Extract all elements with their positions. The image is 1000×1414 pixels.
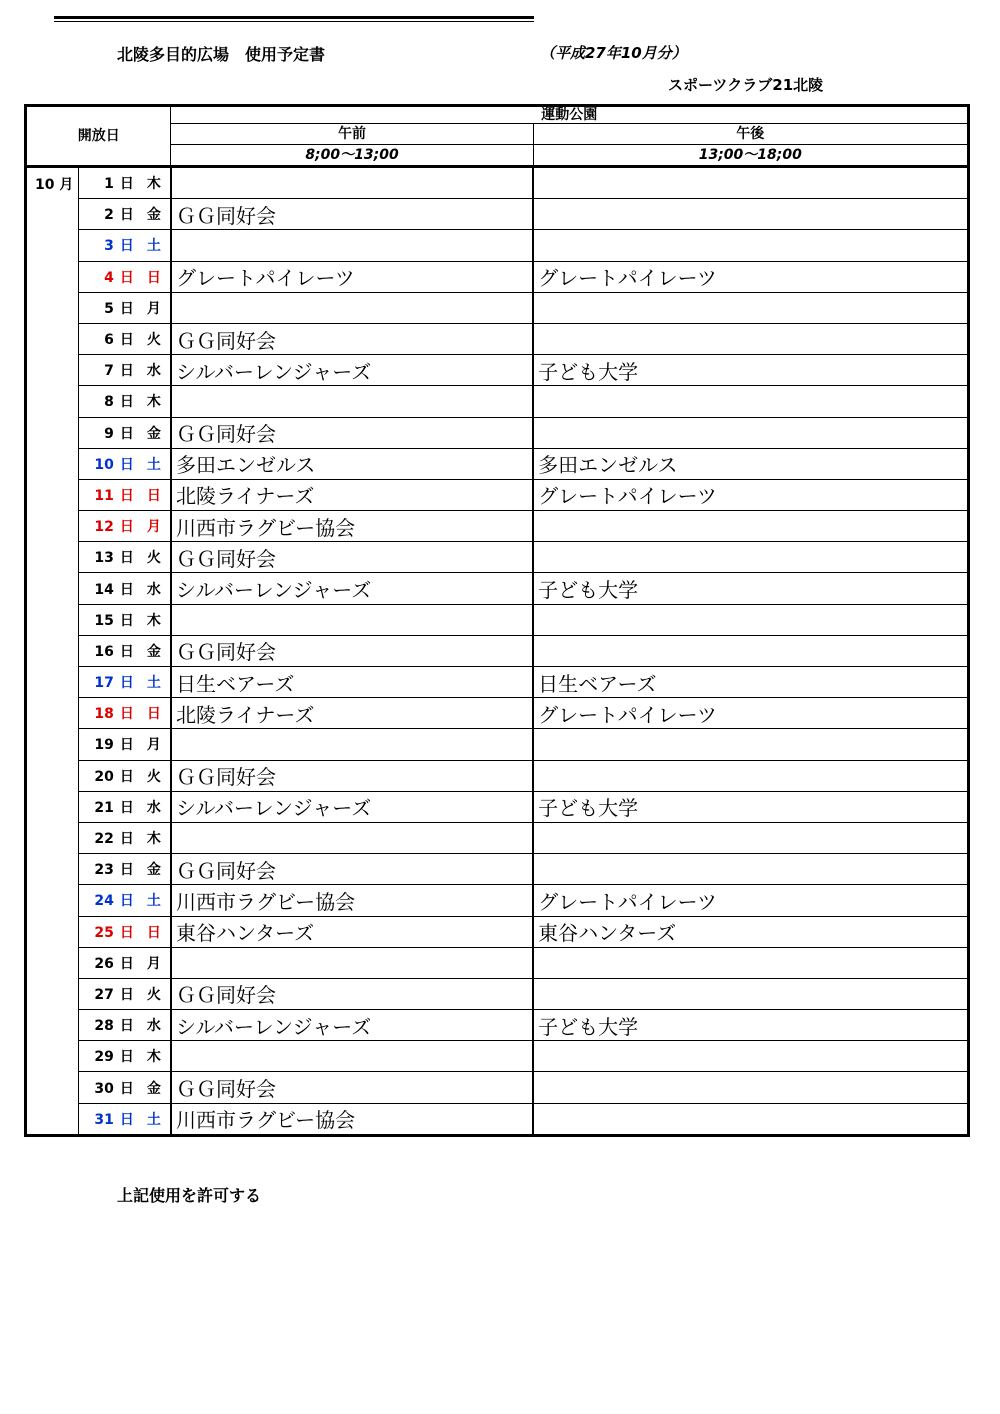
am-booking-cell: 東谷ハンターズ (171, 916, 533, 947)
schedule-row (26, 947, 969, 978)
pm-booking-cell: 日生ベアーズ (533, 667, 968, 698)
day-cell (79, 323, 138, 354)
schedule-row (26, 479, 969, 510)
day-suffix: 日 (119, 986, 134, 1003)
weekday-cell: 金 (138, 199, 171, 230)
header-pm-time: 13;00～18;00 (533, 145, 968, 167)
pm-booking-cell: グレートパイレーツ (533, 698, 968, 729)
day-number: 18 (94, 706, 114, 723)
pm-booking-cell (533, 199, 968, 230)
day-cell (79, 417, 138, 448)
day-number: 3 (104, 238, 114, 255)
pm-booking-cell: グレートパイレーツ (533, 885, 968, 916)
schedule-row (26, 167, 969, 199)
day-suffix: 日 (119, 269, 134, 286)
day-suffix: 日 (119, 768, 134, 785)
pm-booking-cell (533, 1041, 968, 1072)
day-suffix: 日 (119, 612, 134, 629)
top-rule (54, 16, 534, 19)
schedule-row (26, 698, 969, 729)
schedule-row (26, 604, 969, 635)
header-open-day: 開放日 (26, 106, 171, 167)
day-suffix: 日 (119, 487, 134, 504)
am-booking-cell: ＧＧ同好会 (171, 635, 533, 666)
day-number: 11 (94, 487, 114, 504)
header-row-venue (26, 106, 969, 124)
weekday-cell: 土 (138, 885, 171, 916)
day-cell (79, 1072, 138, 1103)
day-number: 15 (94, 612, 114, 629)
weekday-cell: 日 (138, 479, 171, 510)
weekday-cell: 月 (138, 292, 171, 323)
schedule-row (26, 573, 969, 604)
day-suffix: 日 (119, 893, 134, 910)
weekday-cell: 土 (138, 230, 171, 261)
pm-booking-cell (533, 292, 968, 323)
day-number: 14 (94, 581, 114, 598)
am-booking-cell: シルバーレンジャーズ (171, 1010, 533, 1041)
schedule-row (26, 854, 969, 885)
schedule-row (26, 885, 969, 916)
am-booking-cell (171, 292, 533, 323)
weekday-cell: 月 (138, 511, 171, 542)
schedule-row (26, 199, 969, 230)
day-suffix: 日 (119, 643, 134, 660)
am-booking-cell: 川西市ラグビー協会 (171, 1103, 533, 1135)
am-booking-cell: ＧＧ同好会 (171, 978, 533, 1009)
day-suffix: 日 (119, 1080, 134, 1097)
day-number: 16 (94, 643, 114, 660)
day-cell (79, 667, 138, 698)
weekday-cell: 木 (138, 386, 171, 417)
pm-booking-cell: 子ども大学 (533, 791, 968, 822)
am-booking-cell: 多田エンゼルス (171, 448, 533, 479)
day-cell (79, 1041, 138, 1072)
day-suffix: 日 (119, 238, 134, 255)
day-cell (79, 854, 138, 885)
am-booking-cell: ＧＧ同好会 (171, 542, 533, 573)
day-cell (79, 511, 138, 542)
schedule-row (26, 729, 969, 760)
day-suffix: 日 (119, 862, 134, 879)
schedule-row (26, 417, 969, 448)
day-number: 6 (104, 332, 114, 349)
am-booking-cell: 日生ベアーズ (171, 667, 533, 698)
day-number: 28 (94, 1018, 114, 1035)
am-booking-cell (171, 604, 533, 635)
pm-booking-cell: 多田エンゼルス (533, 448, 968, 479)
header-venue: 運動公園 (171, 106, 969, 124)
day-suffix: 日 (119, 207, 134, 224)
am-booking-cell (171, 822, 533, 853)
weekday-cell: 日 (138, 698, 171, 729)
day-suffix: 日 (119, 675, 134, 692)
day-number: 1 (104, 176, 114, 193)
schedule-row (26, 511, 969, 542)
pm-booking-cell (533, 511, 968, 542)
day-number: 24 (94, 893, 114, 910)
weekday-cell: 木 (138, 167, 171, 199)
weekday-cell: 木 (138, 604, 171, 635)
pm-booking-cell (533, 167, 968, 199)
weekday-cell: 火 (138, 978, 171, 1009)
weekday-cell: 日 (138, 261, 171, 292)
day-cell (79, 947, 138, 978)
day-suffix: 日 (119, 363, 134, 380)
day-cell (79, 292, 138, 323)
am-booking-cell: 北陵ライナーズ (171, 479, 533, 510)
am-booking-cell: ＧＧ同好会 (171, 323, 533, 354)
weekday-cell: 木 (138, 822, 171, 853)
day-number: 21 (94, 799, 114, 816)
day-cell (79, 760, 138, 791)
day-cell (79, 448, 138, 479)
day-number: 25 (94, 924, 114, 941)
weekday-cell: 土 (138, 1103, 171, 1135)
pm-booking-cell (533, 978, 968, 1009)
schedule-row (26, 448, 969, 479)
schedule-row (26, 261, 969, 292)
day-cell (79, 355, 138, 386)
pm-booking-cell: 子ども大学 (533, 573, 968, 604)
day-number: 19 (94, 737, 114, 754)
schedule-row (26, 386, 969, 417)
weekday-cell: 日 (138, 916, 171, 947)
am-booking-cell: ＧＧ同好会 (171, 854, 533, 885)
day-cell (79, 261, 138, 292)
approval-note: 上記使用を許可する (117, 1186, 262, 1205)
pm-booking-cell: 子ども大学 (533, 1010, 968, 1041)
pm-booking-cell (533, 542, 968, 573)
day-suffix: 日 (119, 394, 134, 411)
pm-booking-cell (533, 386, 968, 417)
pm-booking-cell: グレートパイレーツ (533, 261, 968, 292)
header-am: 午前 (171, 124, 533, 145)
day-suffix: 日 (119, 955, 134, 972)
day-number: 20 (94, 768, 114, 785)
top-rule-thin (54, 21, 534, 22)
am-booking-cell: シルバーレンジャーズ (171, 355, 533, 386)
day-suffix: 日 (119, 300, 134, 317)
pm-booking-cell (533, 760, 968, 791)
day-suffix: 日 (119, 1018, 134, 1035)
day-suffix: 日 (119, 519, 134, 536)
weekday-cell: 土 (138, 448, 171, 479)
pm-booking-cell: 東谷ハンターズ (533, 916, 968, 947)
page-title: 北陵多目的広場 使用予定書 (117, 45, 326, 64)
pm-booking-cell: 子ども大学 (533, 355, 968, 386)
am-booking-cell (171, 947, 533, 978)
am-booking-cell: 北陵ライナーズ (171, 698, 533, 729)
schedule-table (24, 104, 970, 1137)
day-number: 22 (94, 831, 114, 848)
organization-name: スポーツクラブ21北陵 (668, 76, 824, 94)
day-suffix: 日 (119, 831, 134, 848)
day-suffix: 日 (119, 799, 134, 816)
day-number: 31 (94, 1111, 114, 1128)
schedule-row (26, 916, 969, 947)
day-number: 23 (94, 862, 114, 879)
am-booking-cell: ＧＧ同好会 (171, 760, 533, 791)
pm-booking-cell (533, 854, 968, 885)
day-cell (79, 916, 138, 947)
pm-booking-cell (533, 635, 968, 666)
am-booking-cell (171, 386, 533, 417)
period-label: （平成27年10月分） (540, 44, 687, 62)
day-cell (79, 1010, 138, 1041)
weekday-cell: 水 (138, 791, 171, 822)
day-cell (79, 698, 138, 729)
schedule-row (26, 1041, 969, 1072)
schedule-row (26, 1010, 969, 1041)
schedule-row (26, 822, 969, 853)
day-suffix: 日 (119, 332, 134, 349)
day-suffix: 日 (119, 456, 134, 473)
schedule-row (26, 230, 969, 261)
day-cell (79, 1103, 138, 1135)
am-booking-cell: ＧＧ同好会 (171, 1072, 533, 1103)
day-number: 30 (94, 1080, 114, 1097)
schedule-row (26, 635, 969, 666)
day-suffix: 日 (119, 176, 134, 193)
pm-booking-cell (533, 729, 968, 760)
day-number: 2 (104, 207, 114, 224)
day-number: 8 (104, 394, 114, 411)
day-number: 17 (94, 675, 114, 692)
day-suffix: 日 (119, 1111, 134, 1128)
am-booking-cell (171, 1041, 533, 1072)
day-cell (79, 479, 138, 510)
day-suffix: 日 (119, 737, 134, 754)
day-number: 7 (104, 363, 114, 380)
day-suffix: 日 (119, 550, 134, 567)
schedule-row (26, 760, 969, 791)
weekday-cell: 火 (138, 323, 171, 354)
day-number: 13 (94, 550, 114, 567)
header-pm: 午後 (533, 124, 968, 145)
day-cell (79, 885, 138, 916)
am-booking-cell: ＧＧ同好会 (171, 199, 533, 230)
day-cell (79, 542, 138, 573)
weekday-cell: 火 (138, 760, 171, 791)
weekday-cell: 金 (138, 1072, 171, 1103)
schedule-row (26, 292, 969, 323)
pm-booking-cell (533, 822, 968, 853)
am-booking-cell: 川西市ラグビー協会 (171, 885, 533, 916)
am-booking-cell (171, 729, 533, 760)
am-booking-cell: シルバーレンジャーズ (171, 573, 533, 604)
day-number: 9 (104, 425, 114, 442)
weekday-cell: 水 (138, 355, 171, 386)
day-cell (79, 822, 138, 853)
schedule-row (26, 791, 969, 822)
day-number: 12 (94, 519, 114, 536)
am-booking-cell: グレートパイレーツ (171, 261, 533, 292)
schedule-row (26, 542, 969, 573)
weekday-cell: 月 (138, 729, 171, 760)
pm-booking-cell (533, 947, 968, 978)
weekday-cell: 金 (138, 854, 171, 885)
day-number: 4 (104, 269, 114, 286)
schedule-row (26, 1103, 969, 1135)
pm-booking-cell: グレートパイレーツ (533, 479, 968, 510)
day-cell (79, 386, 138, 417)
day-number: 26 (94, 955, 114, 972)
weekday-cell: 金 (138, 417, 171, 448)
day-cell (79, 635, 138, 666)
schedule-row (26, 355, 969, 386)
schedule-row (26, 323, 969, 354)
day-suffix: 日 (119, 581, 134, 598)
day-number: 10 (94, 456, 114, 473)
weekday-cell: 金 (138, 635, 171, 666)
am-booking-cell: 川西市ラグビー協会 (171, 511, 533, 542)
am-booking-cell (171, 230, 533, 261)
weekday-cell: 土 (138, 667, 171, 698)
day-cell (79, 167, 138, 199)
day-suffix: 日 (119, 425, 134, 442)
day-number: 27 (94, 986, 114, 1003)
day-cell (79, 729, 138, 760)
day-suffix: 日 (119, 706, 134, 723)
day-cell (79, 230, 138, 261)
pm-booking-cell (533, 230, 968, 261)
weekday-cell: 木 (138, 1041, 171, 1072)
day-cell (79, 199, 138, 230)
day-suffix: 日 (119, 1049, 134, 1066)
day-cell (79, 791, 138, 822)
pm-booking-cell (533, 604, 968, 635)
pm-booking-cell (533, 1103, 968, 1135)
weekday-cell: 火 (138, 542, 171, 573)
header-am-time: 8;00～13;00 (171, 145, 533, 167)
schedule-row (26, 1072, 969, 1103)
pm-booking-cell (533, 417, 968, 448)
weekday-cell: 水 (138, 1010, 171, 1041)
schedule-row (26, 667, 969, 698)
day-cell (79, 573, 138, 604)
schedule-row (26, 978, 969, 1009)
am-booking-cell: シルバーレンジャーズ (171, 791, 533, 822)
pm-booking-cell (533, 1072, 968, 1103)
weekday-cell: 水 (138, 573, 171, 604)
day-cell (79, 604, 138, 635)
day-cell (79, 978, 138, 1009)
day-suffix: 日 (119, 924, 134, 941)
month-cell: 10 月 (26, 167, 79, 1136)
am-booking-cell: ＧＧ同好会 (171, 417, 533, 448)
am-booking-cell (171, 167, 533, 199)
day-number: 29 (94, 1049, 114, 1066)
day-number: 5 (104, 300, 114, 317)
pm-booking-cell (533, 323, 968, 354)
weekday-cell: 月 (138, 947, 171, 978)
